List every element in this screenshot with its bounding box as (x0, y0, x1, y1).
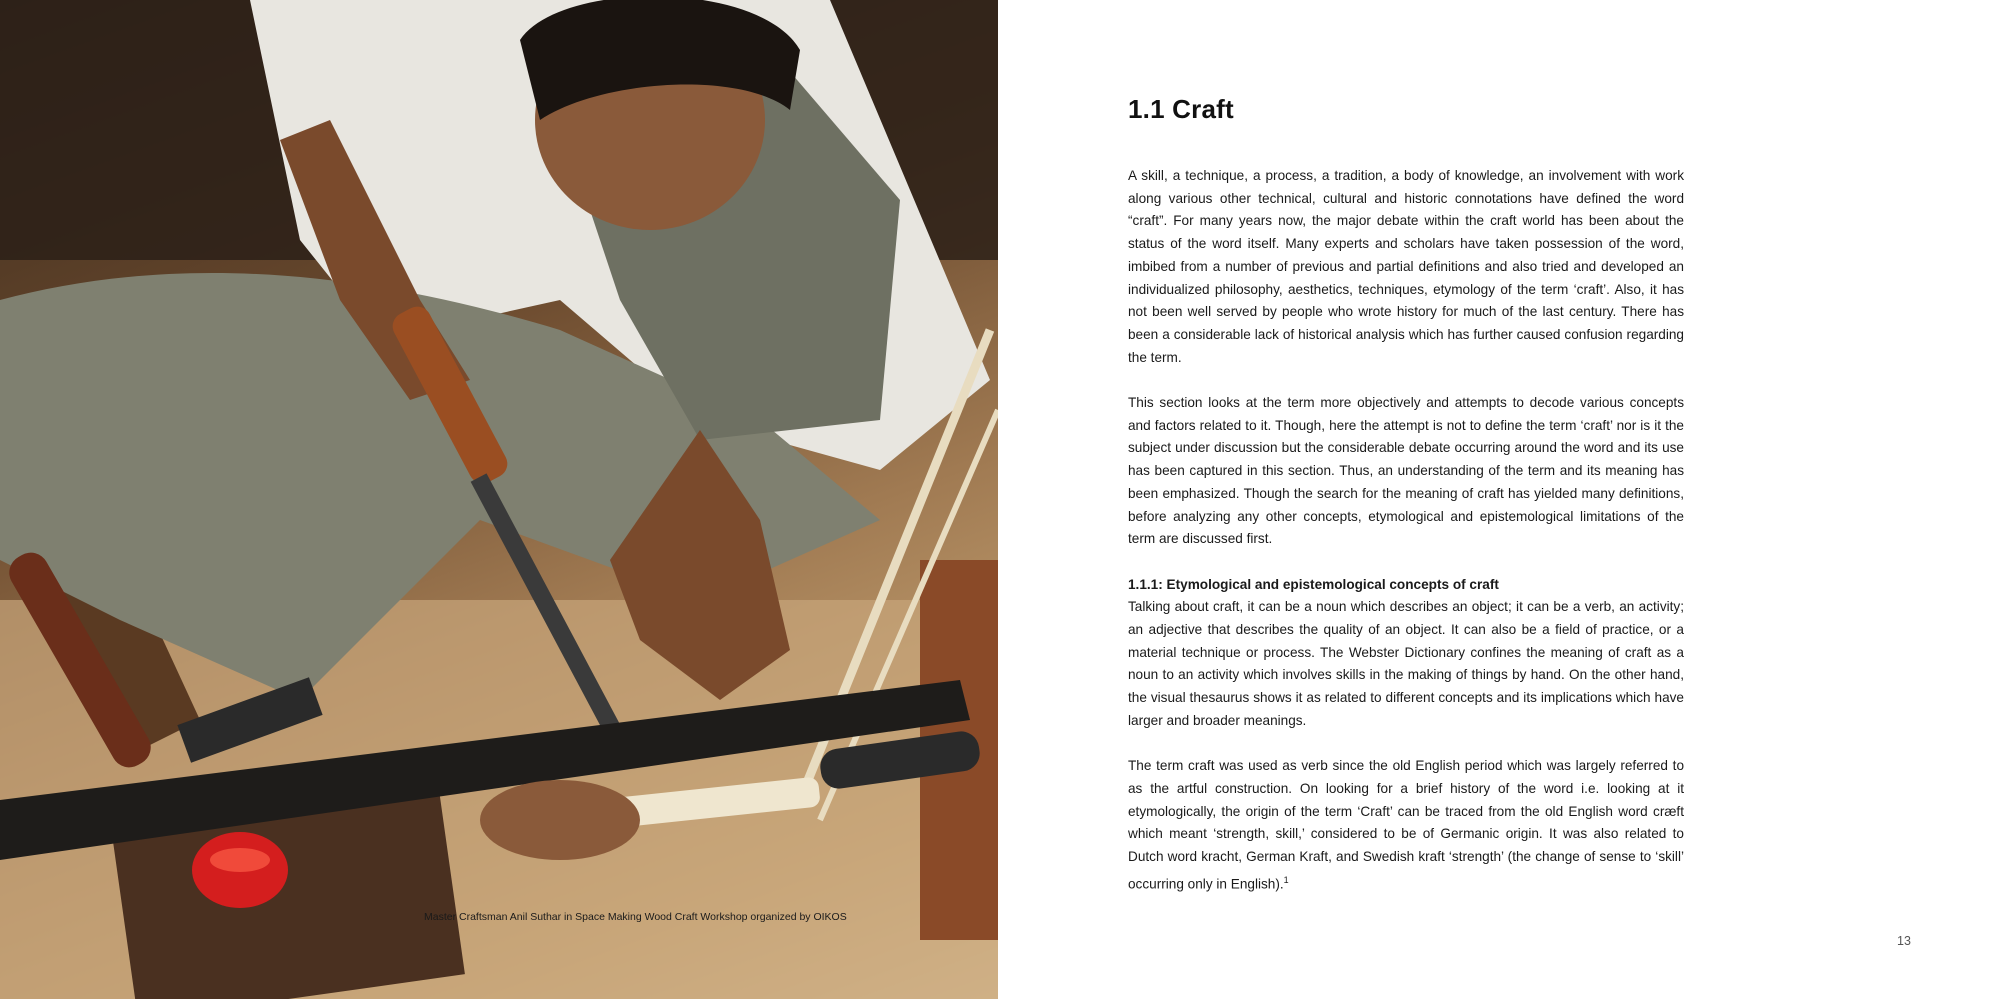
craftsman-photo (0, 0, 998, 999)
paragraph (1128, 755, 1684, 896)
photo-illustration (0, 0, 998, 999)
paragraph-text: The term craft was used as verb since the old English period which was largely referred to as the artful construction. On looking for a brief history of the word i.e. looking at it etymologically, the origin of the term ‘Craft’ can be traced from the old English word cræft which meant ‘strength, skill,’ considered to be of Germanic origin. It was also related to Dutch word kracht, German Kraft, and Swedish kraft ‘strength’ (the change of sense to ‘skill’ occurring only in English). (1128, 758, 1684, 892)
paragraph: Talking about craft, it can be a noun which describes an object; it can be a verb, an activity; an adjective that describes the quality of an object. It can also be a field of practice, or a material technique or process. The Webster Dictionary confines the meaning of craft as a noun to an activity which involves skills in the making of things by hand. On the other hand, the visual thesaurus shows it as related to different concepts and its implications which have larger and broader meanings. (1128, 599, 1684, 728)
body-text (1128, 165, 1684, 919)
paragraph: A skill, a technique, a process, a tradition, a body of knowledge, an involvement with work along various other technical, cultural and historic connotations have defined the word “craft”. For many years now, the major debate within the craft world has been about the status of the word itself. Many experts and scholars have taken possession of the word, imbibed from a number of previous and partial definitions and also tried and developed an individualized philosophy, aesthetics, techniques, etymology of the term ‘craft’. Also, it has not been well served by people who wrote history for much of the last century. There has been a considerable lack of historical analysis which has further caused confusion regarding the term. (1128, 168, 1684, 365)
photo-caption: Master Craftsman Anil Suthar in Space Making Wood Craft Workshop organized by OIKOS (424, 911, 847, 923)
paragraph: This section looks at the term more objectively and attempts to decode various concepts and factors related to it. Though, here the attempt is not to define the term ‘craft’ nor is it the subject under discussion but the considerable debate occurring around the word and its use has been captured in this section. Thus, an understanding of the term and its meaning has been emphasized. Though the search for the meaning of craft has yielded many definitions, before analyzing any other concepts, etymological and epistemological limitations of the term are discussed first. (1128, 395, 1684, 547)
page-number: 13 (1897, 934, 1911, 948)
subsection-heading: 1.1.1: Etymological and epistemological concepts of craft (1128, 576, 1499, 592)
footnote-marker: 1 (1283, 874, 1289, 885)
section-heading: 1.1 Craft (1128, 94, 1234, 124)
text-page (998, 0, 1999, 999)
